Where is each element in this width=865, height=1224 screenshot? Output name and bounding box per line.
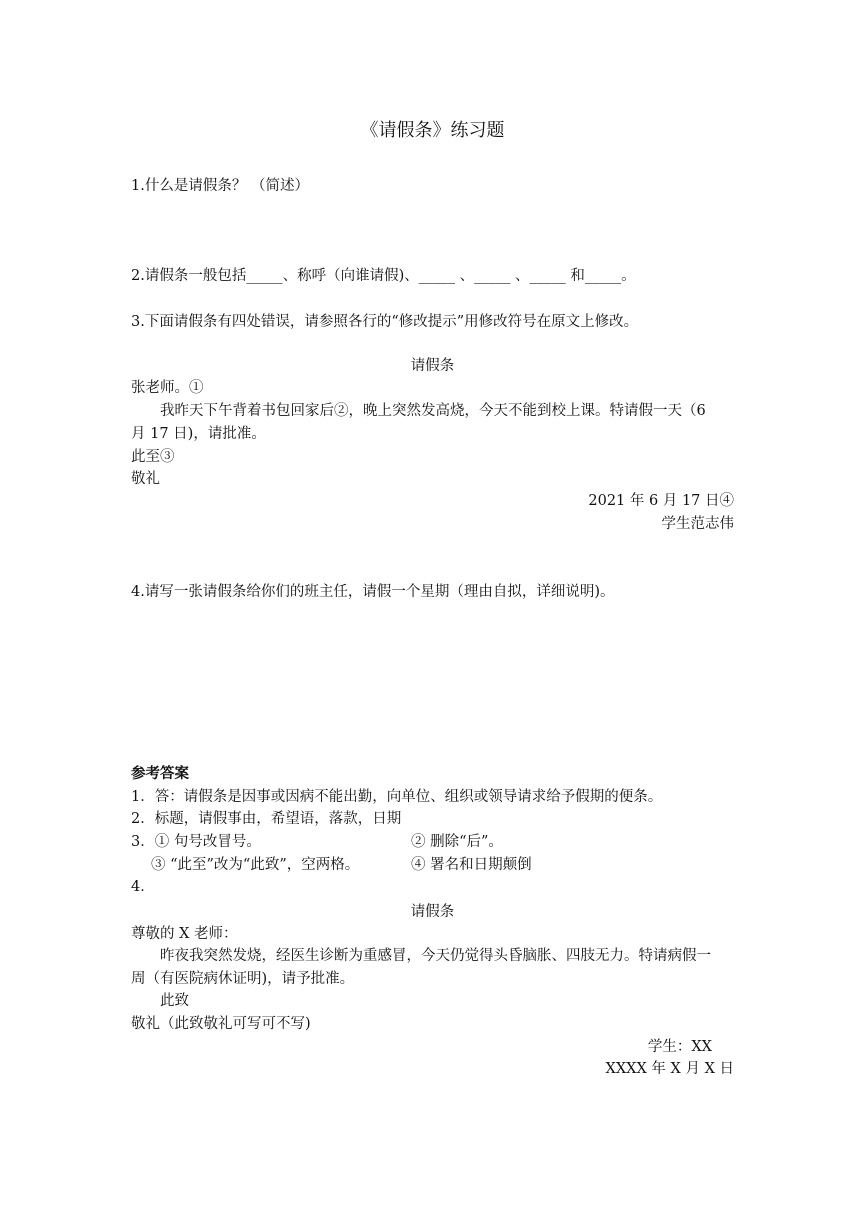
answer-3-item4: ④ 署名和日期颠倒 [411, 857, 532, 873]
answer-2: 2．标题，请假事由，希望语，落款，日期 [131, 811, 402, 827]
letter2-date: XXXX 年 X 月 X 日 [605, 1061, 734, 1077]
answer-3-item3: ③ “此至”改为“此致”，空两格。 [151, 857, 360, 873]
letter2-signature: 学生：XX [647, 1039, 712, 1055]
answers-heading: 参考答案 [131, 765, 189, 782]
letter1-closing1: 此至③ [131, 449, 175, 465]
question-4: 4.请写一张请假条给你们的班主任，请假一个星期（理由自拟，详细说明)。 [131, 584, 615, 600]
answer-3-item1: 3．① 句号改冒号。 [131, 834, 261, 850]
letter1-closing2: 敬礼 [131, 471, 160, 487]
question-3: 3.下面请假条有四处错误，请参照各行的“修改提示”用修改符号在原文上修改。 [131, 314, 639, 330]
letter2-body-line1: 昨夜我突然发烧，经医生诊断为重感冒，今天仍觉得头昏脑胀、四肢无力。特请病假一 [160, 948, 711, 964]
answer-4-label: 4． [131, 879, 155, 895]
letter1-body-line1: 我昨天下午背着书包回家后②，晚上突然发高烧，今天不能到校上课。特请假一天（6 [160, 403, 706, 419]
answer-3-item2: ② 删除“后”。 [411, 834, 503, 850]
letter2-closing1: 此致 [160, 993, 189, 1009]
letter1-date: 2021 年 6 月 17 日④ [588, 493, 734, 509]
page-title: 《请假条》练习题 [360, 120, 505, 141]
question-1: 1.什么是请假条？ （简述） [131, 178, 309, 194]
question-2: 2.请假条一般包括_____、称呼（向谁请假)、_____ 、_____ 、_____ 和_____。 [131, 268, 636, 284]
letter2-closing2: 敬礼（此致敬礼可写可不写) [131, 1016, 311, 1032]
answer-1: 1．答：请假条是因事或因病不能出勤，向单位、组织或领导请求给予假期的便条。 [131, 789, 663, 805]
letter1-heading: 请假条 [410, 358, 455, 374]
letter1-signature: 学生范志伟 [661, 516, 734, 532]
letter2-heading: 请假条 [410, 904, 455, 920]
letter1-body-line2: 月 17 日)，请批准。 [131, 426, 266, 442]
letter1-salutation: 张老师。① [131, 380, 204, 396]
letter2-body-line2: 周（有医院病休证明)，请予批准。 [131, 971, 355, 987]
letter2-salutation: 尊敬的 X 老师： [131, 926, 238, 942]
